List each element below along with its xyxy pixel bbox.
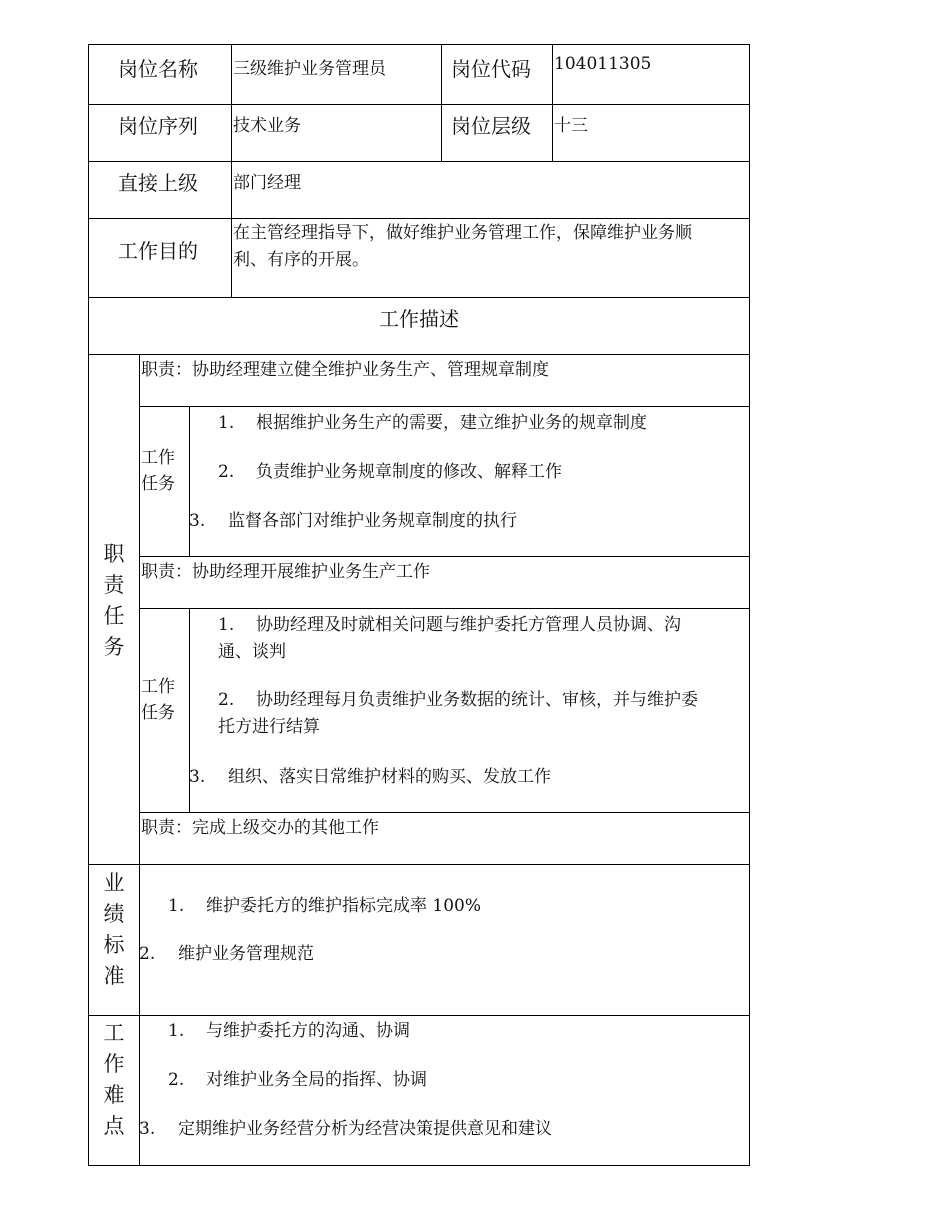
label-char: 点 <box>103 1114 125 1138</box>
label-char: 作 <box>103 1052 125 1076</box>
duties-section-label <box>101 539 127 663</box>
difficulty-text: 定期维护业务经营分析为经营决策提供意见和建议 <box>178 1119 552 1139</box>
position-code-label: 岗位代码 <box>451 57 531 81</box>
difficulties-label <box>101 1018 127 1142</box>
task-text: 负责维护业务规章制度的修改、解释工作 <box>256 462 562 482</box>
label-char: 标 <box>103 933 125 957</box>
purpose-line-2: 利、有序的开展。 <box>233 250 369 270</box>
row-divider <box>89 864 749 865</box>
label-char: 任 <box>103 604 125 628</box>
purpose-line-1: 在主管经理指导下，做好维护业务管理工作，保障维护业务顺 <box>233 223 692 243</box>
duty-title: 职责：完成上级交办的其他工作 <box>141 818 379 838</box>
task-number: 1. <box>218 413 235 433</box>
task-text: 组织、落实日常维护材料的购买、发放工作 <box>228 767 551 787</box>
duty-title: 职责：协助经理开展维护业务生产工作 <box>141 562 430 582</box>
difficulty-number: 2. <box>168 1070 185 1090</box>
row-divider <box>140 608 749 609</box>
task-number: 1. <box>218 615 235 635</box>
col-divider <box>441 45 442 161</box>
label-char: 准 <box>103 964 125 988</box>
label-char: 工 <box>103 1021 125 1045</box>
level-label: 岗位层级 <box>451 114 531 138</box>
description-title: 工作描述 <box>379 307 459 331</box>
performance-text: 维护业务管理规范 <box>178 944 314 964</box>
row-divider <box>140 556 749 557</box>
row-divider <box>89 354 749 355</box>
task-text: 协助经理每月负责维护业务数据的统计、审核，并与维护委 <box>256 690 698 710</box>
row-divider <box>89 1015 749 1016</box>
difficulty-number: 1. <box>168 1021 185 1041</box>
task-text: 托方进行结算 <box>218 717 320 737</box>
sequence-label: 岗位序列 <box>118 114 198 138</box>
job-description-table <box>88 44 750 1166</box>
task-number: 3. <box>189 767 206 787</box>
row-divider <box>89 297 749 298</box>
level-value: 十三 <box>554 116 588 136</box>
difficulty-text: 对维护业务全局的指挥、协调 <box>206 1070 427 1090</box>
position-code-value: 104011305 <box>554 54 652 74</box>
task-number: 3. <box>189 511 206 531</box>
task-text: 根据维护业务生产的需要，建立维护业务的规章制度 <box>256 413 647 433</box>
performance-number: 1. <box>168 896 185 916</box>
performance-label <box>101 868 127 992</box>
row-divider <box>89 104 749 105</box>
label-char: 责 <box>103 573 125 597</box>
label-char: 业 <box>103 871 125 895</box>
superior-value: 部门经理 <box>233 173 301 193</box>
label-char: 职 <box>103 542 125 566</box>
task-text: 通、谈判 <box>218 642 286 662</box>
task-text: 监督各部门对维护业务规章制度的执行 <box>228 511 517 531</box>
task-text: 协助经理及时就相关问题与维护委托方管理人员协调、沟 <box>256 615 681 635</box>
label-char: 绩 <box>103 902 125 926</box>
col-divider <box>139 354 140 1165</box>
position-name-value: 三级维护业务管理员 <box>233 59 386 79</box>
performance-text: 维护委托方的维护指标完成率 100% <box>206 896 482 916</box>
task-number: 2. <box>218 462 235 482</box>
position-name-label: 岗位名称 <box>118 57 198 81</box>
sequence-value: 技术业务 <box>233 116 301 136</box>
row-divider <box>140 812 749 813</box>
row-divider <box>140 406 749 407</box>
row-divider <box>89 161 749 162</box>
task-label: 工作 任务 <box>141 677 175 723</box>
row-divider <box>89 218 749 219</box>
difficulty-text: 与维护委托方的沟通、协调 <box>206 1021 410 1041</box>
performance-number: 2. <box>139 944 156 964</box>
task-number: 2. <box>218 690 235 710</box>
task-label: 工作 任务 <box>141 448 175 494</box>
col-divider <box>552 45 553 161</box>
label-char: 难 <box>103 1083 125 1107</box>
col-divider <box>231 45 232 297</box>
label-char: 务 <box>103 635 125 659</box>
difficulty-number: 3. <box>139 1119 156 1139</box>
purpose-label: 工作目的 <box>118 239 198 263</box>
superior-label: 直接上级 <box>118 171 198 195</box>
duty-title: 职责：协助经理建立健全维护业务生产、管理规章制度 <box>141 360 549 380</box>
